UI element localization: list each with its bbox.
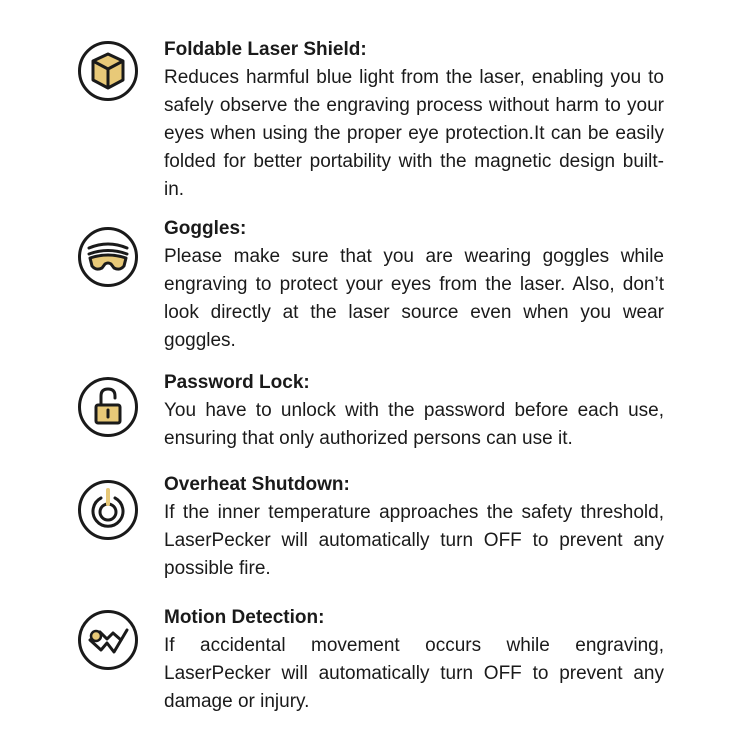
feature-title: Password Lock: [164,372,310,393]
motion-check-icon [77,609,139,671]
padlock-icon [77,376,139,438]
feature-description: Please make sure that you are wearing goggles while engraving to protect your eyes from the laser. Also, don’t look directly at the laser source even when you wear goggles. [164,246,664,351]
feature-description: Reduces harmful blue light from the laser, enabling you to safely observe the engraving process without harm to your eyes when using the proper eye protection.It can be easily folded for better portability with the magnetic design built-in. [164,67,664,200]
box-shield-icon [77,40,139,102]
feature-description: You have to unlock with the password before each use, ensuring that only authorized persons can use it. [164,400,664,449]
feature-description: If the inner temperature approaches the safety threshold, LaserPecker will automatically turn OFF to prevent any possible fire. [164,502,664,579]
feature-title: Foldable Laser Shield: [164,39,367,60]
power-icon [77,479,139,541]
feature-title: Overheat Shutdown: [164,474,350,495]
feature-title: Goggles: [164,218,247,239]
goggles-icon [77,226,139,288]
feature-title: Motion Detection: [164,607,325,628]
feature-description: If accidental movement occurs while engraving, LaserPecker will automatically turn OFF to prevent any damage or injury. [164,635,664,712]
